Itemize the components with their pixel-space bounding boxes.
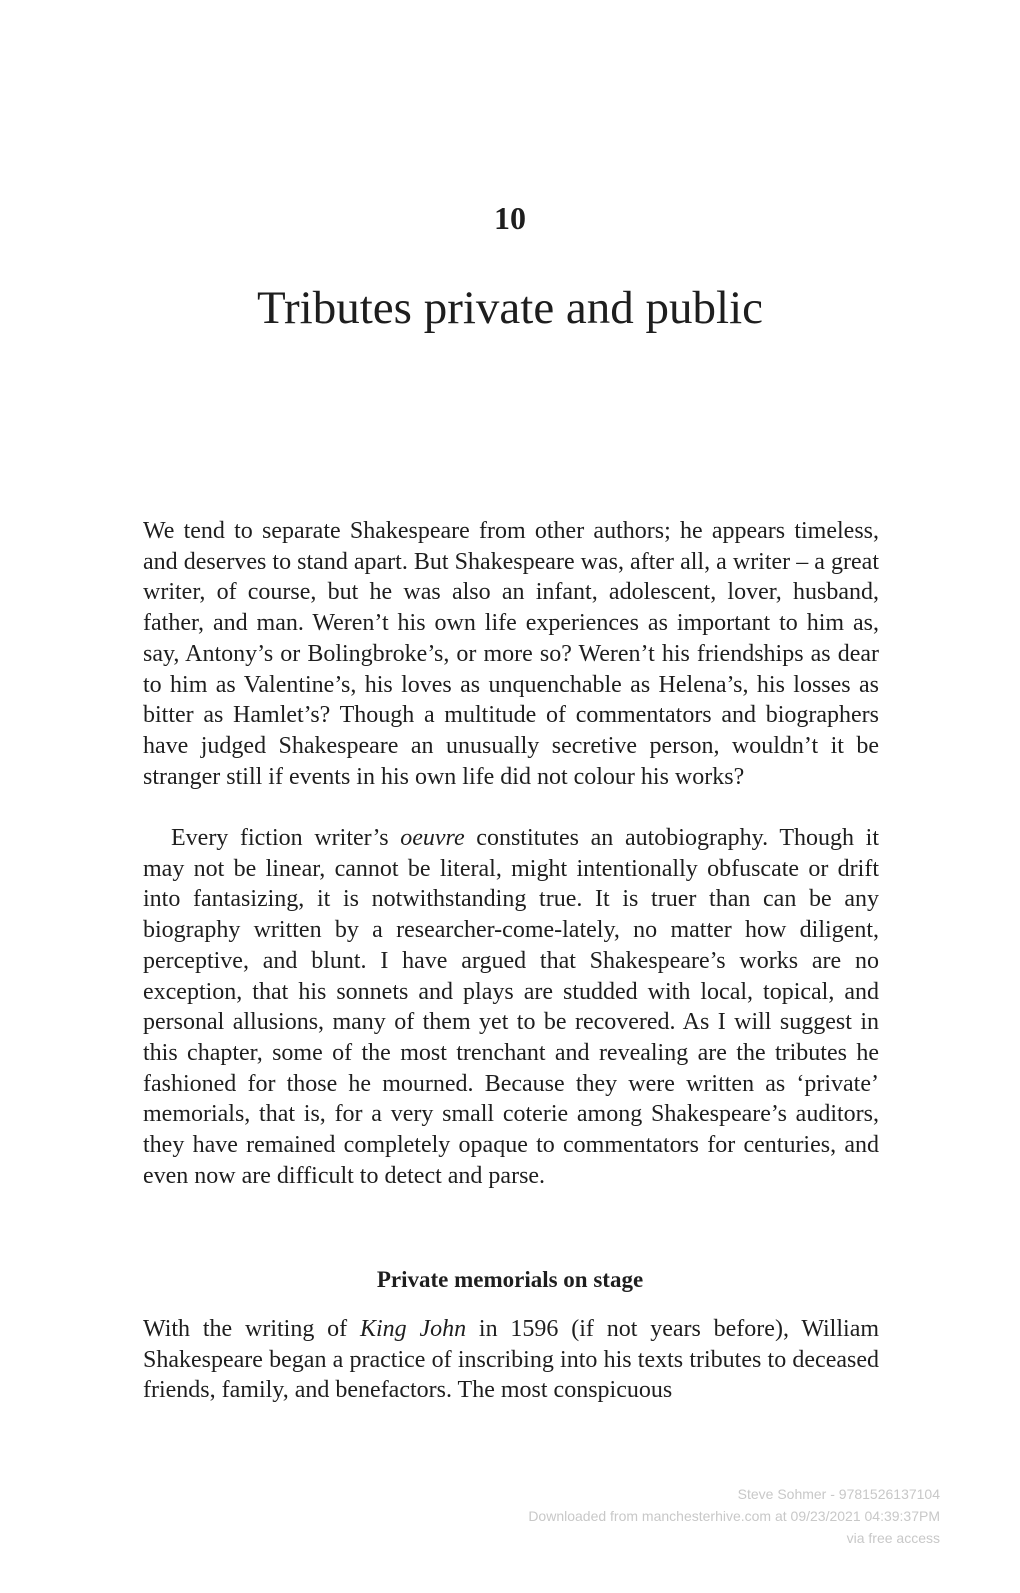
chapter-number: 10 <box>494 200 526 236</box>
paragraph-king-john-text-a: With the writing of <box>143 1316 360 1342</box>
download-watermark <box>528 1483 940 1549</box>
paragraph-king-john-italic: King John <box>359 1316 467 1342</box>
paragraph-oeuvre <box>143 823 879 1191</box>
watermark-download-info: Downloaded from manchesterhive.com at 09/23/2021 04:39:37PM <box>528 1508 940 1524</box>
chapter-title: Tributes private and public <box>256 282 764 334</box>
watermark-access: via free access <box>846 1530 940 1546</box>
paragraph-oeuvre-text-b: constitutes an autobiography. Though it may not be linear, cannot be literal, might intentionally obfuscate or drift into fantasizing, it is notwithstanding true. It is truer than can be any biography written by a researcher-come-lately, no matter how diligent, perceptive, and blunt. I have argued that Shakespeare’s works are no exception, that his sonnets and plays are studded with local, topical, and personal allusions, many of them yet to be recovered. As I will suggest in this chapter, some of the most trenchant and revealing are the tributes he fashioned for those he mourned. Because they were written as ‘private’ memorials, that is, for a very small coterie among Shakespeare’s auditors, they have remained completely opaque to commentators for centuries, and even now are difficult to detect and parse. <box>143 825 879 1189</box>
paragraph-oeuvre-italic: oeuvre <box>400 825 465 851</box>
paragraph-oeuvre-text-a: Every fiction writer’s <box>171 825 401 851</box>
paragraph-intro: We tend to separate Shakespeare from other authors; he appears timeless, and deserves to stand apart. But Shakespeare was, after all, a writer – a great writer, of course, but he was also an infant, adolescent, lover, husband, father, and man. Weren’t his own life experiences as important to him as, say, Antony’s or Bolingbroke’s, or more so? Weren’t his friendships as dear to him as Valentine’s, his loves as unquenchable as Helena’s, his losses as bitter as Hamlet’s? Though a multitude of commentators and biographers have judged Shakespeare an unusually secretive person, wouldn’t it be stranger still if events in his own life did not colour his works? <box>143 518 879 790</box>
watermark-author-isbn: Steve Sohmer - 9781526137104 <box>737 1486 940 1502</box>
section-heading: Private memorials on stage <box>376 1267 644 1292</box>
paragraph-king-john-text-b: in 1596 (if not years before), William Shakespeare began a practice of inscribing into his texts tributes to deceased friends, family, and benefactors. The most conspicuous <box>143 1316 880 1404</box>
paragraph-king-john <box>143 1314 879 1406</box>
